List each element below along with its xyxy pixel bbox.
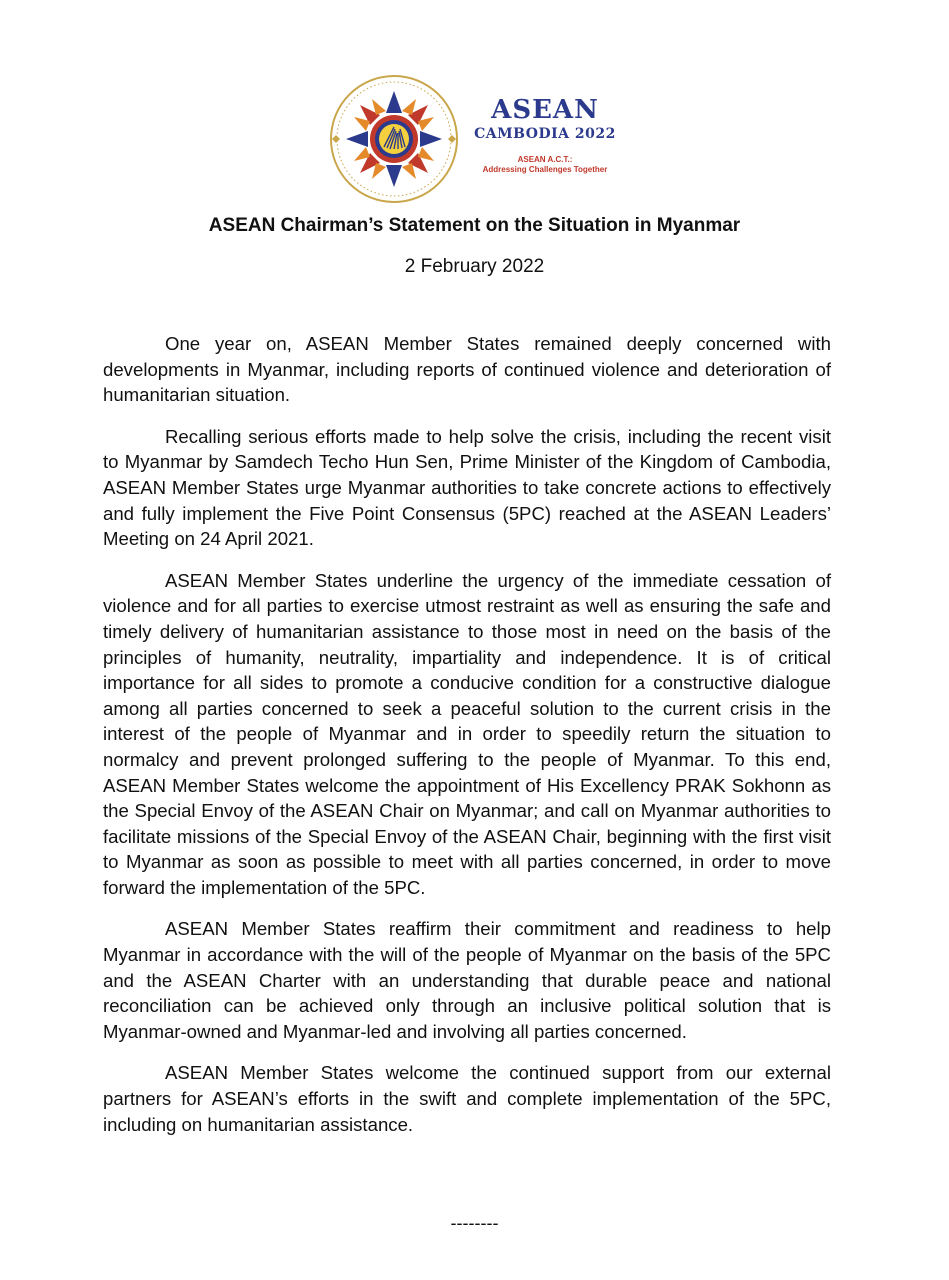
brand-act: ASEAN A.C.T.:: [517, 155, 573, 164]
brand-logo-text: [470, 96, 620, 175]
document-title: ASEAN Chairman’s Statement on the Situation in Myanmar: [208, 215, 741, 236]
document-body: [103, 331, 831, 1153]
paragraph: ASEAN Member States underline the urgency of the immediate cessation of violence and for all parties to exercise utmost restraint as well as ensuring the safe and timely delivery of humanitarian assistance to those most in need on the basis of the principles of humanity, neutrality, impartiality and independence. It is of critical importance for all sides to promote a conducive condition for a constructive dialogue among all parties concerned to seek a peaceful solution to the current crisis in the interest of the people of Myanmar and in order to speedily return the situation to normalcy and prevent prolonged suffering to the people of Myanmar. To this end, ASEAN Member States welcome the appointment of His Excellency PRAK Sokhonn as the Special Envoy of the ASEAN Chair on Myanmar; and call on Myanmar authorities to facilitate missions of the Special Envoy of the ASEAN Chair, beginning with the first visit to Myanmar as soon as possible to meet with all parties concerned, in order to move forward the implementation of the 5PC.: [103, 569, 831, 898]
paragraph: One year on, ASEAN Member States remained deeply concerned with developments in Myanmar, including reports of continued violence and deterioration of humanitarian situation.: [103, 333, 831, 406]
brand-title: ASEAN: [491, 95, 599, 125]
brand-tagline: Addressing Challenges Together: [482, 165, 608, 174]
paragraph: Recalling serious efforts made to help solve the crisis, including the recent visit to Myanmar by Samdech Techo Hun Sen, Prime Minister of the Kingdom of Cambodia, ASEAN Member States urge Myanmar authorities to take concrete actions to effectively and fully implement the Five Point Consensus (5PC) reached at the ASEAN Leaders’ Meeting on 24 April 2021.: [103, 425, 831, 550]
document-date: 2 February 2022: [404, 256, 545, 277]
paragraph: ASEAN Member States reaffirm their commitment and readiness to help Myanmar in accordance with the will of the people of Myanmar on the basis of the 5PC and the ASEAN Charter with an understanding that durable peace and national reconciliation can be achieved only through an inclusive political solution that is Myanmar-owned and Myanmar-led and involving all parties concerned.: [103, 918, 831, 1042]
asean-cambodia-2022-emblem-icon: [328, 73, 460, 205]
document-header: [0, 0, 949, 205]
brand-subtitle: CAMBODIA 2022: [474, 126, 616, 142]
paragraph: ASEAN Member States welcome the continued support from our external partners for ASEAN’s efforts in the swift and complete implementation of the 5PC, including on humanitarian assistance.: [103, 1062, 831, 1135]
end-separator: --------: [450, 1213, 499, 1233]
